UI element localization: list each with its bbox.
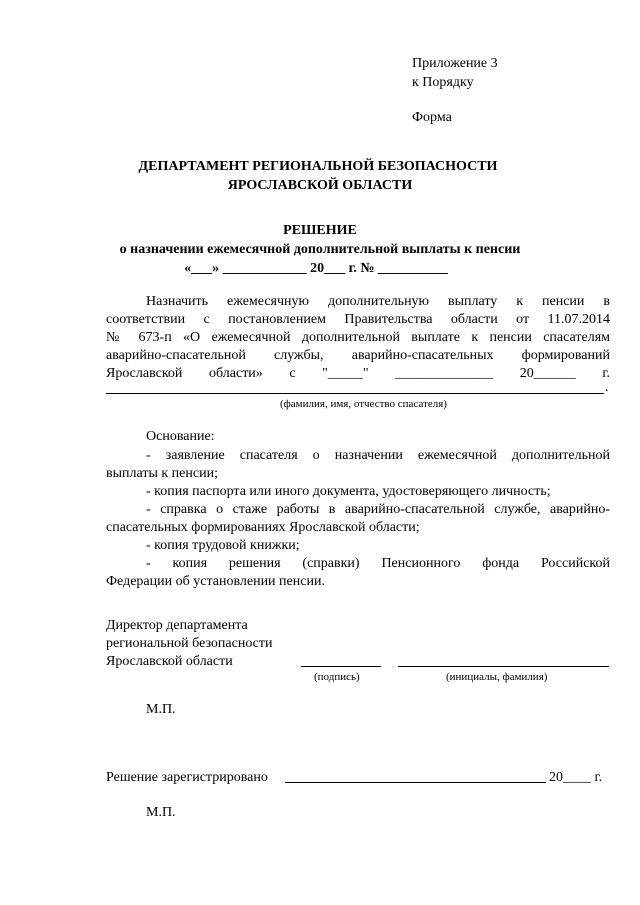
decision-title: РЕШЕНИЕ [283,223,357,238]
registration-underline [285,782,546,783]
signature-caption: (подпись) [314,671,360,683]
decision-subtitle: о назначении ежемесячной дополнительной выплаты к пенсии [119,242,521,257]
registration-label: Решение зарегистрировано [106,770,268,785]
basis-item3-line1: - справка о стаже работы в аварийно-спасательной службе, аварийно- [146,502,610,517]
basis-item2: - копия паспорта или иного документа, удостоверяющего личность; [146,484,551,499]
body-line-3: № 673-п «О ежемесячной дополнительной выплате к пенсии спасателям [106,330,610,345]
body-line-2: соответствии с постановлением Правительства области от 11.07.2014 [106,312,610,327]
form-label: Форма [412,110,452,125]
body-line-1: Назначить ежемесячную дополнительную выплату к пенсии в [146,294,610,309]
fio-period: . [605,380,609,395]
signature-underline [301,666,381,667]
org-name-line2: ЯРОСЛАВСКОЙ ОБЛАСТИ [227,178,413,193]
basis-item5-line2: Федерации об установлении пенсии. [106,574,325,589]
signer-role-line3: Ярославской области [106,654,233,669]
basis-item1-line2: выплаты к пенсии; [106,466,218,481]
fio-underline [106,393,604,394]
decision-date-number: «___» ____________ 20___ г. № __________ [184,261,448,276]
name-underline [398,666,609,667]
name-caption: (инициалы, фамилия) [446,671,548,683]
body-line-4: аварийно-спасательной службы, аварийно-спасательных формирований [106,348,610,363]
signer-role-line1: Директор департамента [106,618,248,633]
basis-item4: - копия трудовой книжки; [146,538,300,553]
org-name-line1: ДЕПАРТАМЕНТ РЕГИОНАЛЬНОЙ БЕЗОПАСНОСТИ [138,159,498,174]
basis-item5-line1: - копия решения (справки) Пенсионного фонда Российской [146,556,610,571]
registration-year: 20____ г. [549,770,603,785]
basis-item1-line1: - заявление спасателя о назначении ежемесячной дополнительной [146,448,610,463]
stamp-place-2: М.П. [146,805,176,820]
basis-item3-line2: спасательных формированиях Ярославской области; [106,520,420,535]
appendix-label: Приложение 3 [412,56,498,71]
body-line-5: Ярославской области» с "_____" ______________ 20______ г. [106,366,610,381]
signer-role-line2: региональной безопасности [106,636,273,651]
stamp-place-1: М.П. [146,702,176,717]
basis-title: Основание: [146,429,215,444]
order-reference: к Порядку [412,75,474,90]
fio-caption: (фамилия, имя, отчество спасателя) [280,398,447,410]
